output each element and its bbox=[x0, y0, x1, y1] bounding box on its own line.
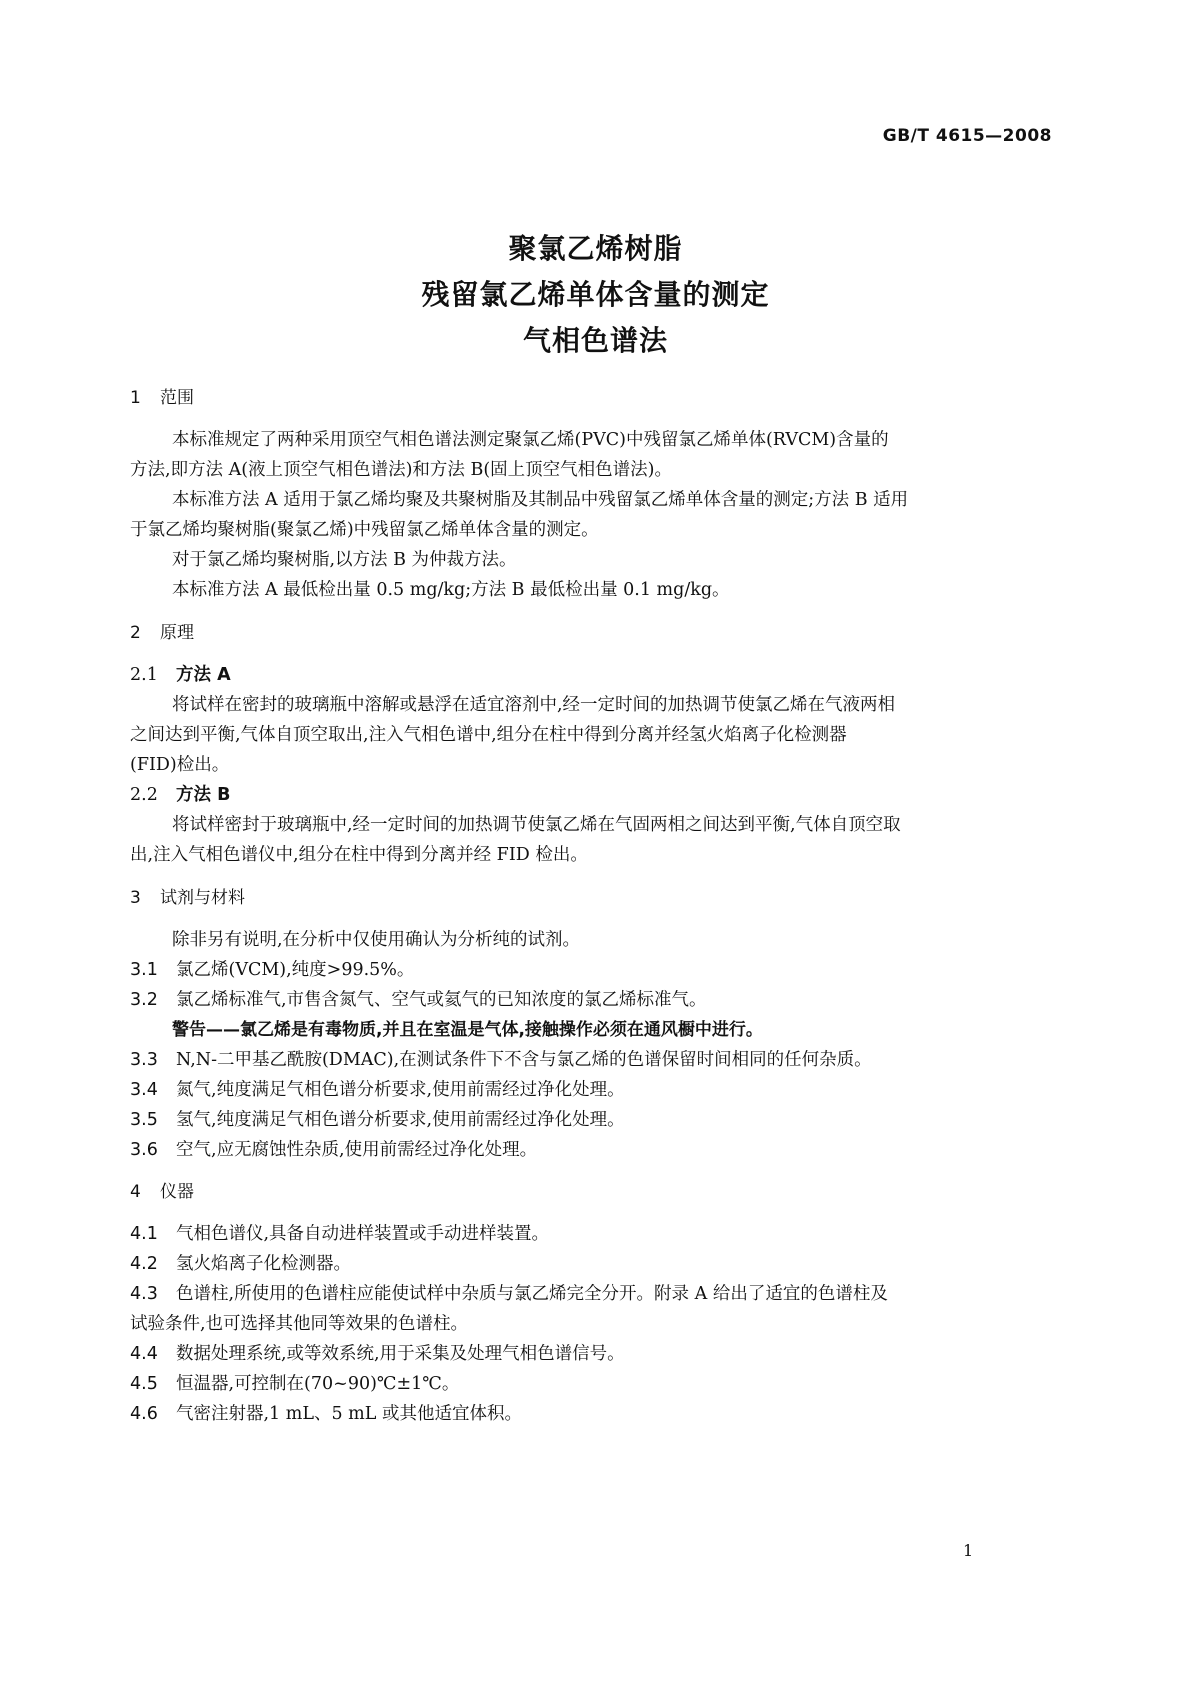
item-number: 3.5 bbox=[130, 1110, 158, 1130]
item-text: 氯乙烯(VCM),纯度>99.5%。 bbox=[176, 960, 415, 980]
section-title: 试剂与材料 bbox=[160, 888, 245, 908]
subsection-number: 2.1 bbox=[130, 665, 158, 685]
document-title-line-2: 残留氯乙烯单体含量的测定 bbox=[421, 278, 770, 311]
subsection-title: 方法 B bbox=[176, 785, 231, 805]
section-4-heading bbox=[130, 1181, 194, 1203]
paragraph-line: 于氯乙烯均聚树脂(聚氯乙烯)中残留氯乙烯单体含量的测定。 bbox=[130, 520, 599, 540]
paragraph-line: 方法,即方法 A(液上顶空气相色谱法)和方法 B(固上顶空气相色谱法)。 bbox=[130, 460, 672, 480]
list-item-3-5 bbox=[130, 1109, 625, 1131]
item-text: 色谱柱,所使用的色谱柱应能使试样中杂质与氯乙烯完全分开。附录 A 给出了适宜的色谱柱及 bbox=[176, 1284, 888, 1304]
paragraph-line: 试验条件,也可选择其他同等效果的色谱柱。 bbox=[130, 1314, 469, 1334]
item-text: 氢火焰离子化检测器。 bbox=[176, 1254, 351, 1274]
section-number: 1 bbox=[130, 388, 141, 408]
list-item-4-1 bbox=[130, 1223, 549, 1245]
paragraph-line: 出,注入气相色谱仪中,组分在柱中得到分离并经 FID 检出。 bbox=[130, 845, 588, 865]
section-title: 仪器 bbox=[160, 1182, 194, 1202]
item-text: 气密注射器,1 mL、5 mL 或其他适宜体积。 bbox=[176, 1404, 522, 1424]
item-text: 空气,应无腐蚀性杂质,使用前需经过净化处理。 bbox=[176, 1140, 538, 1160]
list-item-4-4 bbox=[130, 1343, 625, 1365]
paragraph-line: 本标准方法 A 最低检出量 0.5 mg/kg;方法 B 最低检出量 0.1 mg/kg。 bbox=[172, 580, 730, 600]
list-item-3-1 bbox=[130, 959, 414, 981]
paragraph-line: 将试样在密封的玻璃瓶中溶解或悬浮在适宜溶剂中,经一定时间的加热调节使氯乙烯在气液两相 bbox=[172, 695, 896, 715]
section-number: 2 bbox=[130, 623, 141, 643]
section-number: 4 bbox=[130, 1182, 141, 1202]
item-number: 3.1 bbox=[130, 960, 158, 980]
list-item-4-5 bbox=[130, 1373, 459, 1395]
subsection-2-2-heading bbox=[130, 784, 230, 806]
paragraph-line: 将试样密封于玻璃瓶中,经一定时间的加热调节使氯乙烯在气固两相之间达到平衡,气体自顶空取 bbox=[172, 815, 901, 835]
section-3-heading bbox=[130, 887, 245, 909]
item-text: 气相色谱仪,具备自动进样装置或手动进样装置。 bbox=[176, 1224, 550, 1244]
list-item-4-6 bbox=[130, 1403, 522, 1425]
section-title: 范围 bbox=[160, 388, 194, 408]
item-text: 氯乙烯标准气,市售含氮气、空气或氦气的已知浓度的氯乙烯标准气。 bbox=[176, 990, 707, 1010]
item-number: 4.4 bbox=[130, 1344, 158, 1364]
paragraph-line: 对于氯乙烯均聚树脂,以方法 B 为仲裁方法。 bbox=[172, 550, 517, 570]
item-number: 4.5 bbox=[130, 1374, 158, 1394]
section-1-heading bbox=[130, 387, 194, 409]
item-number: 3.2 bbox=[130, 990, 158, 1010]
item-text: 恒温器,可控制在(70~90)℃±1℃。 bbox=[176, 1374, 460, 1394]
item-number: 4.2 bbox=[130, 1254, 158, 1274]
list-item-4-2 bbox=[130, 1253, 351, 1275]
list-item-3-6 bbox=[130, 1139, 537, 1161]
paragraph-line: 之间达到平衡,气体自顶空取出,注入气相色谱中,组分在柱中得到分离并经氢火焰离子化检测器 bbox=[130, 725, 847, 745]
item-text: 氮气,纯度满足气相色谱分析要求,使用前需经过净化处理。 bbox=[176, 1080, 625, 1100]
section-title: 原理 bbox=[160, 623, 194, 643]
warning-text: 警告——氯乙烯是有毒物质,并且在室温是气体,接触操作必须在通风橱中进行。 bbox=[172, 1020, 763, 1040]
subsection-title: 方法 A bbox=[176, 665, 231, 685]
item-text: N,N-二甲基乙酰胺(DMAC),在测试条件下不含与氯乙烯的色谱保留时间相同的任何杂质。 bbox=[176, 1050, 872, 1070]
page-number: 1 bbox=[963, 1541, 974, 1560]
subsection-number: 2.2 bbox=[130, 785, 158, 805]
item-number: 3.4 bbox=[130, 1080, 158, 1100]
document-title-line-1: 聚氯乙烯树脂 bbox=[508, 232, 683, 265]
standard-code: GB/T 4615—2008 bbox=[882, 126, 1052, 146]
list-item-4-3 bbox=[130, 1283, 888, 1305]
item-number: 4.3 bbox=[130, 1284, 158, 1304]
paragraph-line: (FID)检出。 bbox=[130, 755, 230, 775]
item-number: 4.1 bbox=[130, 1224, 158, 1244]
list-item-3-3 bbox=[130, 1049, 872, 1071]
item-text: 数据处理系统,或等效系统,用于采集及处理气相色谱信号。 bbox=[176, 1344, 625, 1364]
subsection-2-1-heading bbox=[130, 664, 231, 686]
list-item-3-4 bbox=[130, 1079, 625, 1101]
section-number: 3 bbox=[130, 888, 141, 908]
paragraph-line: 除非另有说明,在分析中仅使用确认为分析纯的试剂。 bbox=[172, 930, 581, 950]
section-2-heading bbox=[130, 622, 194, 644]
document-title-line-3: 气相色谱法 bbox=[522, 324, 668, 357]
paragraph-line: 本标准方法 A 适用于氯乙烯均聚及共聚树脂及其制品中残留氯乙烯单体含量的测定;方法 B 适用 bbox=[172, 490, 909, 510]
paragraph-line: 本标准规定了两种采用顶空气相色谱法测定聚氯乙烯(PVC)中残留氯乙烯单体(RVCM)含量的 bbox=[172, 430, 889, 450]
list-item-3-2 bbox=[130, 989, 707, 1011]
item-number: 3.3 bbox=[130, 1050, 158, 1070]
item-text: 氢气,纯度满足气相色谱分析要求,使用前需经过净化处理。 bbox=[176, 1110, 625, 1130]
item-number: 4.6 bbox=[130, 1404, 158, 1424]
item-number: 3.6 bbox=[130, 1140, 158, 1160]
